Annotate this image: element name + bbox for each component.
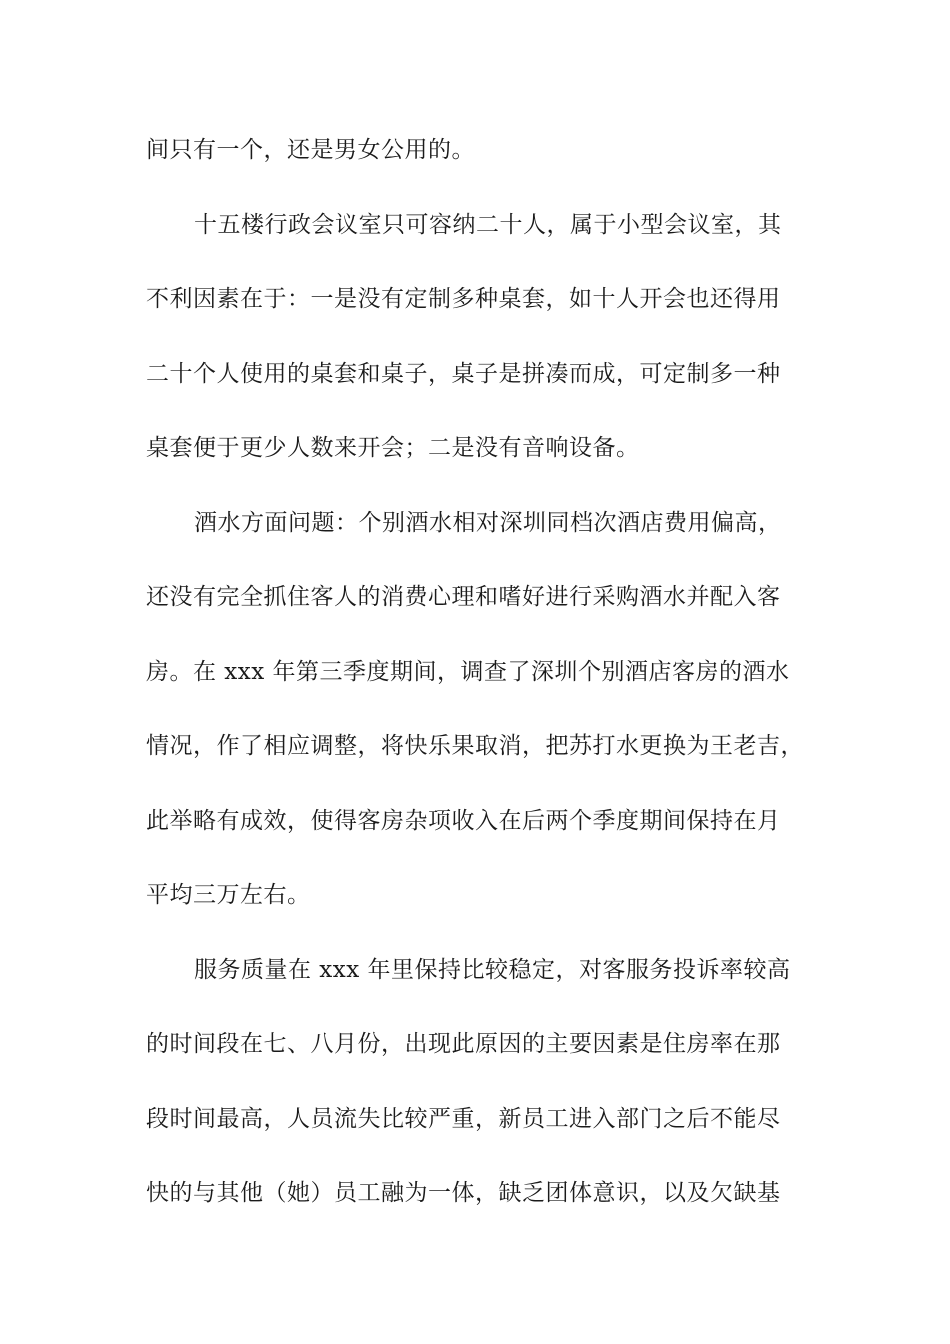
text-line: 此举略有成效，使得客房杂项收入在后两个季度期间保持在月 [146, 808, 781, 834]
text-line: 桌套便于更少人数来开会；二是没有音响设备。 [146, 435, 640, 461]
text-line: 的时间段在七、八月份，出现此原因的主要因素是住房率在那 [146, 1031, 781, 1057]
text-line: 情况，作了相应调整，将快乐果取消，把苏打水更换为王老吉， [146, 733, 804, 759]
text-line: 快的与其他（她）员工融为一体，缺乏团体意识，以及欠缺基 [146, 1180, 781, 1206]
text-line: 房。在 xxx 年第三季度期间，调查了深圳个别酒店客房的酒水 [146, 659, 790, 685]
paragraph-first-line: 服务质量在 xxx 年里保持比较稳定，对客服务投诉率较高 [194, 957, 791, 983]
paragraph-first-line: 酒水方面问题：个别酒水相对深圳同档次酒店费用偏高， [194, 510, 782, 536]
paragraph-first-line: 十五楼行政会议室只可容纳二十人，属于小型会议室，其 [194, 212, 782, 238]
text-line: 平均三万左右。 [146, 882, 311, 908]
text-line: 间只有一个，还是男女公用的。 [146, 137, 475, 163]
text-line: 不利因素在于：一是没有定制多种桌套，如十人开会也还得用 [146, 286, 781, 312]
text-line: 段时间最高，人员流失比较严重，新员工进入部门之后不能尽 [146, 1106, 781, 1132]
text-line: 二十个人使用的桌套和桌子，桌子是拼凑而成，可定制多一种 [146, 361, 781, 387]
text-line: 还没有完全抓住客人的消费心理和嗜好进行采购酒水并配入客 [146, 584, 781, 610]
